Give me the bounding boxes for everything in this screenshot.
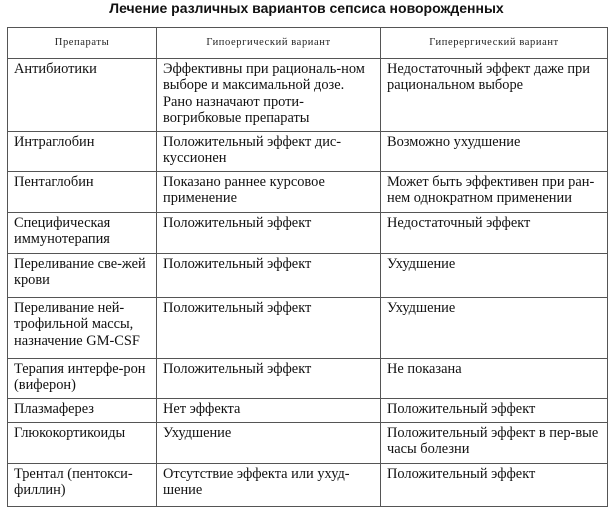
hypoergic-cell: Отсутствие эффекта или ухуд-шение — [157, 464, 381, 507]
table-title: Лечение различных вариантов сепсиса новорожденных — [109, 0, 504, 16]
table-row — [8, 399, 608, 423]
hypoergic-cell: Положительный эффект — [157, 254, 381, 298]
header-hypoergic: Гипоергический вариант — [157, 28, 381, 59]
hypoergic-cell: Нет эффекта — [157, 399, 381, 423]
table-row — [8, 464, 608, 507]
drug-cell: Интраглобин — [8, 132, 157, 172]
hyperergic-cell: Ухудшение — [381, 254, 608, 298]
header-drugs: Препараты — [8, 28, 157, 59]
hypoergic-cell: Положительный эффект — [157, 359, 381, 399]
hypoergic-cell: Положительный эффект дис-куссионен — [157, 132, 381, 172]
table-row — [8, 132, 608, 172]
table-row — [8, 59, 608, 132]
hypoergic-cell: Положительный эффект — [157, 298, 381, 359]
hyperergic-cell: Не показана — [381, 359, 608, 399]
drug-cell: Антибиотики — [8, 59, 157, 132]
drug-cell: Плазмаферез — [8, 399, 157, 423]
hypoergic-cell: Положительный эффект — [157, 213, 381, 254]
hypoergic-cell: Эффективны при рациональ-ном выборе и максимальной дозе. Рано назначают проти-вогрибковые препараты — [157, 59, 381, 132]
hyperergic-cell: Недостаточный эффект — [381, 213, 608, 254]
header-row — [8, 28, 608, 59]
drug-cell: Специфическая иммунотерапия — [8, 213, 157, 254]
table-row — [8, 213, 608, 254]
table-row — [8, 423, 608, 464]
drug-cell: Терапия интерфе-рон (виферон) — [8, 359, 157, 399]
table-row — [8, 254, 608, 298]
treatment-table — [7, 27, 608, 507]
hyperergic-cell: Недостаточный эффект даже при рациональном выборе — [381, 59, 608, 132]
table-row — [8, 359, 608, 399]
table-row — [8, 172, 608, 213]
hyperergic-cell: Ухудшение — [381, 298, 608, 359]
hyperergic-cell: Положительный эффект в пер-вые часы болезни — [381, 423, 608, 464]
hypoergic-cell: Ухудшение — [157, 423, 381, 464]
hyperergic-cell: Может быть эффективен при ран-нем однократном применении — [381, 172, 608, 213]
drug-cell: Пентаглобин — [8, 172, 157, 213]
hyperergic-cell: Положительный эффект — [381, 399, 608, 423]
drug-cell: Переливание све-жей крови — [8, 254, 157, 298]
drug-cell: Глюкокортикоиды — [8, 423, 157, 464]
drug-cell: Трентал (пентокси-филлин) — [8, 464, 157, 507]
hyperergic-cell: Положительный эффект — [381, 464, 608, 507]
hyperergic-cell: Возможно ухудшение — [381, 132, 608, 172]
hypoergic-cell: Показано раннее курсовое применение — [157, 172, 381, 213]
table-row — [8, 298, 608, 359]
header-hyperergic: Гиперергический вариант — [381, 28, 608, 59]
drug-cell: Переливание ней-трофильной массы, назначение GM-CSF — [8, 298, 157, 359]
